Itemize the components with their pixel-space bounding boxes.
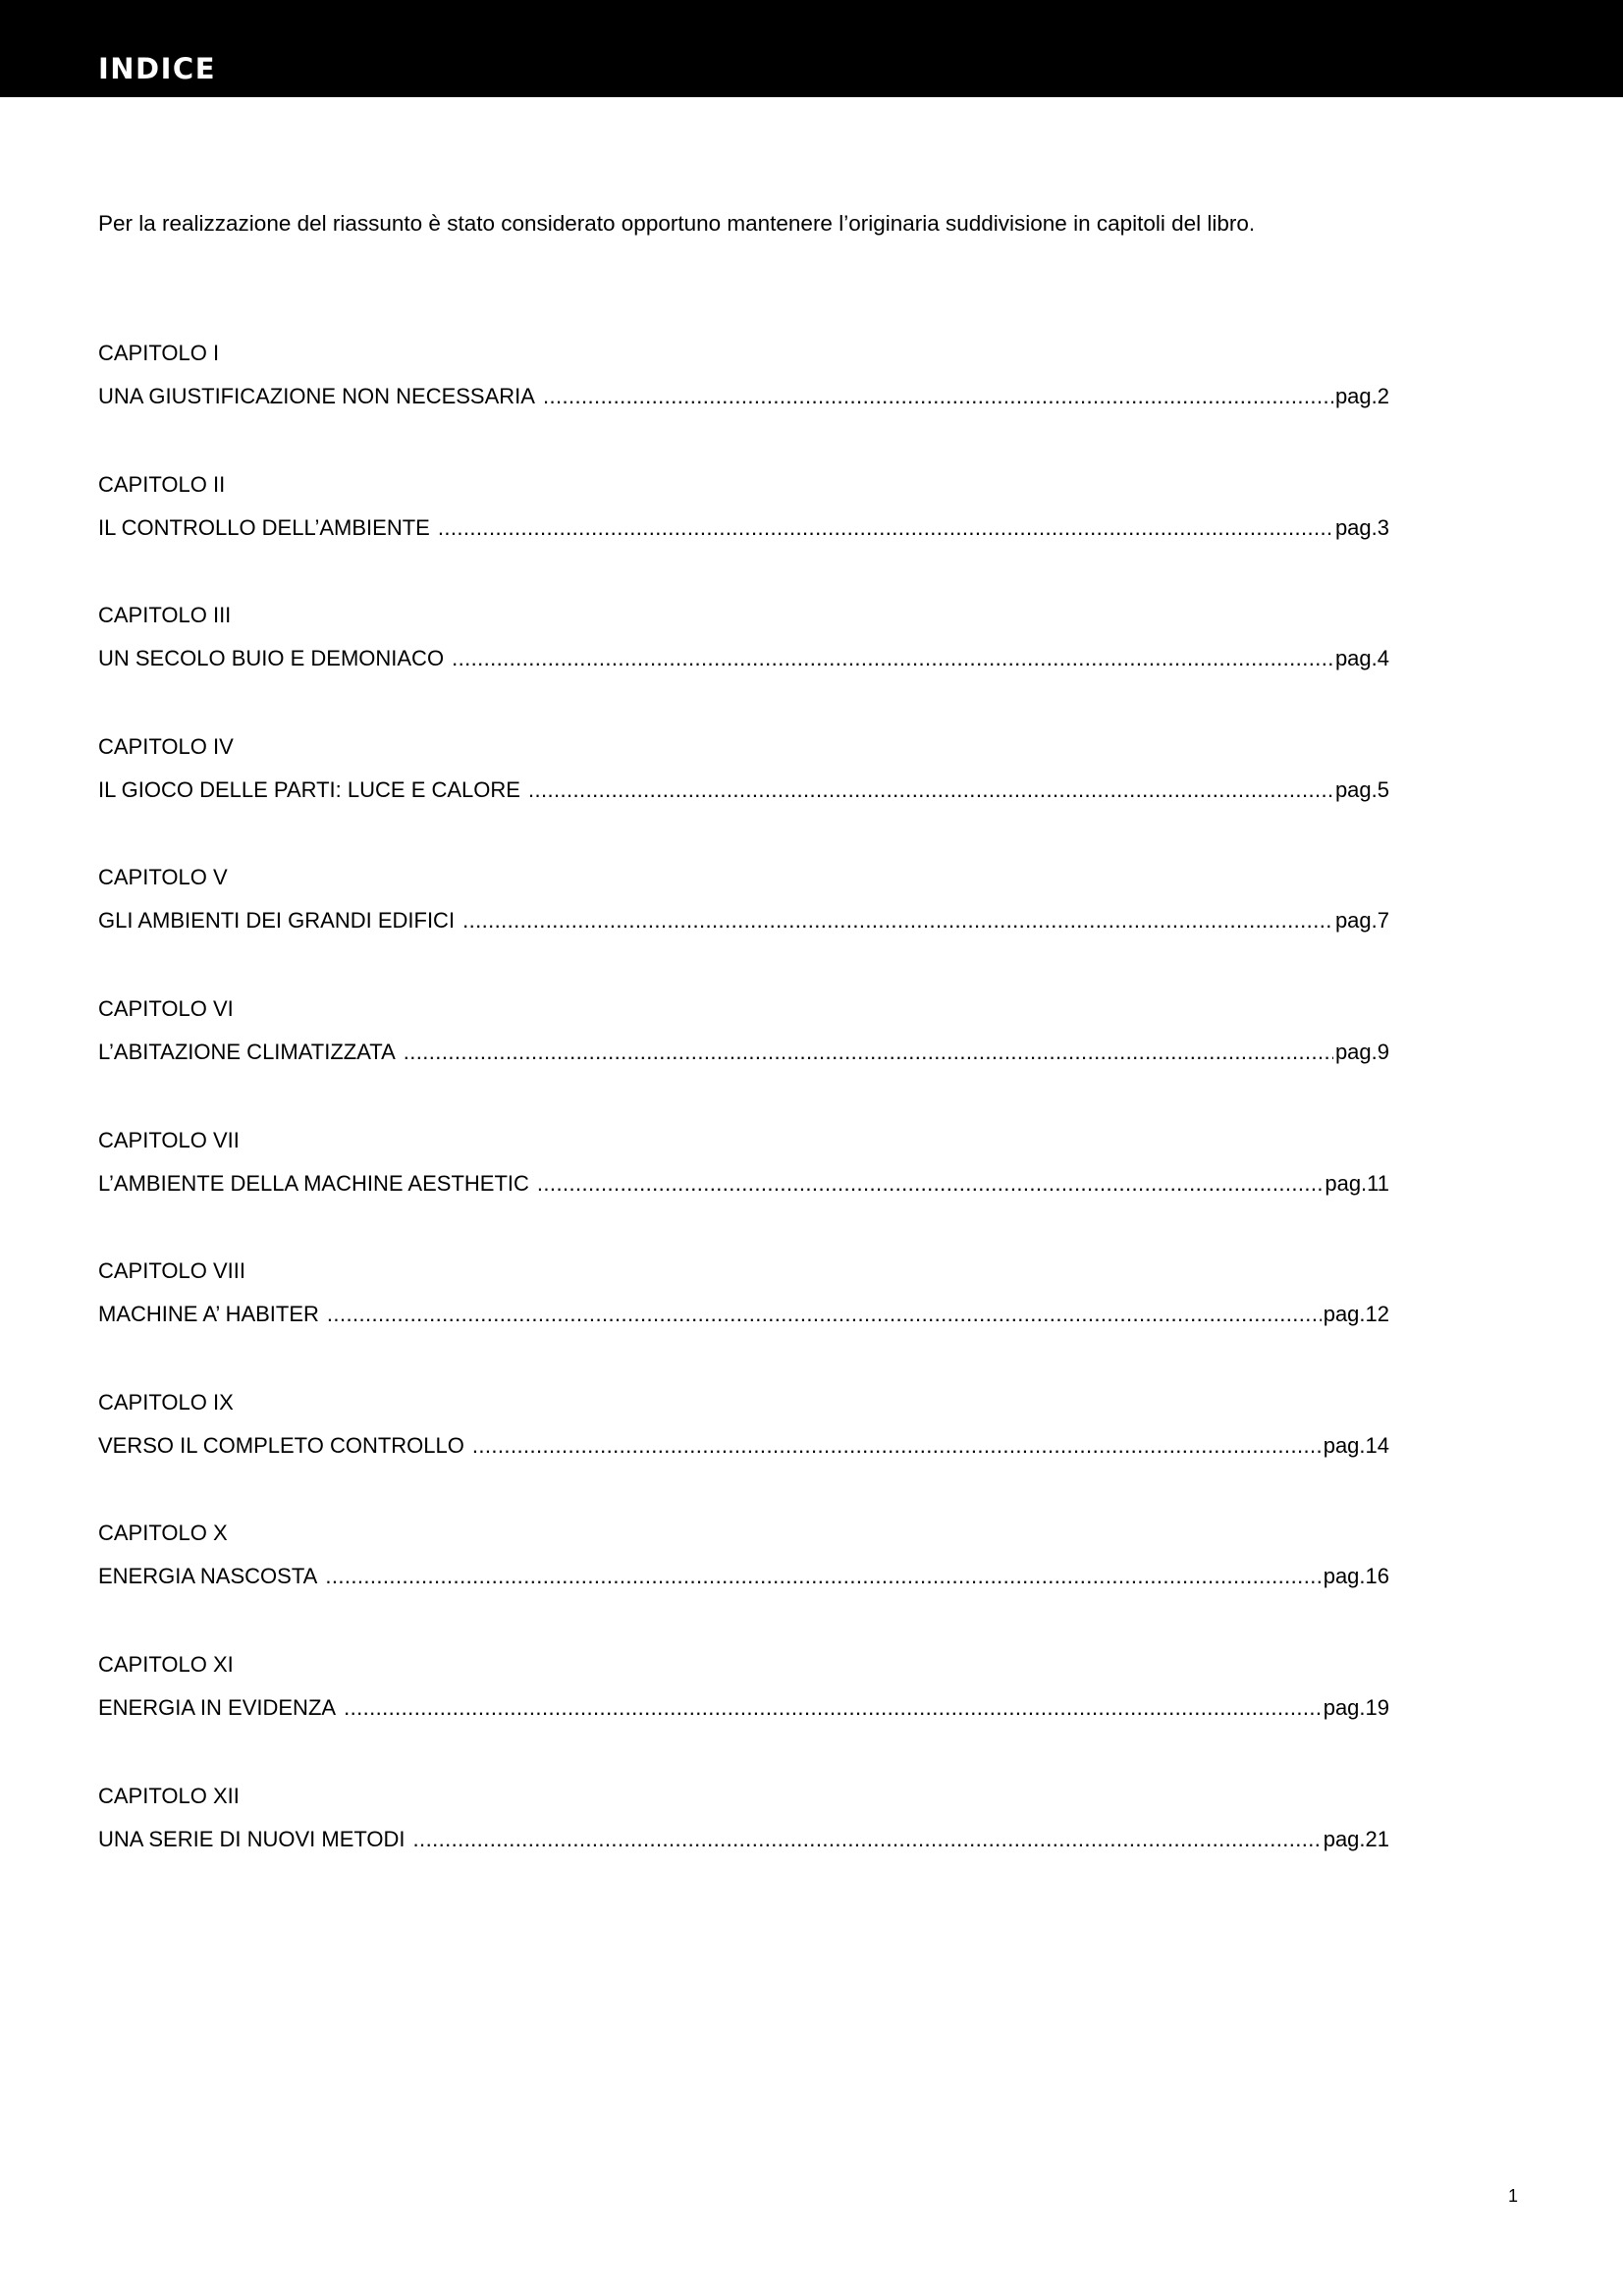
toc-entry[interactable]	[98, 601, 1394, 732]
page-reference: pag.9	[1334, 1039, 1389, 1064]
page-reference: pag.2	[1334, 384, 1389, 408]
toc-entry[interactable]	[98, 1519, 1394, 1650]
chapter-title: IL CONTROLLO DELL’AMBIENTE	[98, 514, 430, 540]
chapter-line	[98, 1562, 1389, 1591]
chapter-title: IL GIOCO DELLE PARTI: LUCE E CALORE	[98, 776, 520, 802]
chapter-line	[98, 644, 1389, 673]
page-reference: pag.11	[1325, 1170, 1389, 1196]
dot-leader	[413, 1825, 1322, 1854]
page-reference: pag.5	[1334, 776, 1389, 802]
page-reference: pag.7	[1334, 908, 1389, 934]
chapter-line	[98, 775, 1389, 805]
chapter-line	[98, 1038, 1389, 1067]
toc-entry[interactable]	[98, 1782, 1394, 1913]
chapter-label: CAPITOLO XII	[98, 1783, 240, 1808]
page-reference: pag.16	[1323, 1564, 1389, 1589]
page-reference: pag.19	[1323, 1694, 1389, 1720]
page-reference: pag.4	[1334, 646, 1389, 671]
page-reference: pag.21	[1323, 1826, 1389, 1851]
dot-leader	[325, 1562, 1321, 1591]
chapter-label: CAPITOLO VIII	[98, 1258, 245, 1284]
chapter-title: L’ABITAZIONE CLIMATIZZATA	[98, 1039, 396, 1064]
chapter-title: L’AMBIENTE DELLA MACHINE AESTHETIC	[98, 1170, 529, 1196]
page-reference: pag.3	[1334, 514, 1389, 540]
dot-leader	[528, 775, 1333, 805]
chapter-line	[98, 1825, 1389, 1854]
toc-entry[interactable]	[98, 1388, 1394, 1520]
chapter-label: CAPITOLO X	[98, 1521, 228, 1546]
chapter-title: UN SECOLO BUIO E DEMONIACO	[98, 646, 445, 671]
chapter-label: CAPITOLO VI	[98, 995, 234, 1021]
dot-leader	[404, 1038, 1333, 1067]
dot-leader	[472, 1431, 1322, 1461]
chapter-line	[98, 1300, 1389, 1329]
chapter-title: GLI AMBIENTI DEI GRANDI EDIFICI	[98, 908, 456, 934]
chapter-label: CAPITOLO VII	[98, 1127, 240, 1152]
chapter-label: CAPITOLO IX	[98, 1389, 234, 1415]
chapter-line	[98, 1431, 1389, 1461]
toc-entry[interactable]	[98, 470, 1394, 602]
dot-leader	[543, 382, 1333, 411]
chapter-title: UNA SERIE DI NUOVI METODI	[98, 1826, 406, 1851]
chapter-label: CAPITOLO I	[98, 341, 220, 365]
chapter-line	[98, 1693, 1389, 1723]
chapter-label: CAPITOLO IV	[98, 733, 234, 759]
chapter-label: CAPITOLO V	[98, 865, 228, 890]
chapter-title: ENERGIA IN EVIDENZA	[98, 1694, 337, 1720]
chapter-line	[98, 1169, 1389, 1199]
page-reference: pag.14	[1323, 1432, 1389, 1458]
chapter-title: UNA GIUSTIFICAZIONE NON NECESSARIA	[98, 384, 535, 408]
page-reference: pag.12	[1323, 1302, 1389, 1327]
chapter-label: CAPITOLO XI	[98, 1651, 234, 1677]
chapter-title: ENERGIA NASCOSTA	[98, 1564, 318, 1589]
table-of-contents	[98, 339, 1394, 1912]
toc-entry[interactable]	[98, 994, 1394, 1126]
dot-leader	[438, 513, 1333, 543]
chapter-label: CAPITOLO III	[98, 603, 232, 628]
chapter-line	[98, 513, 1389, 543]
dot-leader	[344, 1693, 1322, 1723]
page-number: 1	[1508, 2186, 1519, 2206]
toc-entry[interactable]	[98, 732, 1394, 864]
dot-leader	[452, 644, 1333, 673]
toc-entry[interactable]	[98, 1126, 1394, 1257]
chapter-line	[98, 382, 1389, 411]
intro-paragraph: Per la realizzazione del riassunto è stato considerato opportuno mantenere l’originaria suddivisione in capitoli del libro.	[98, 211, 1256, 236]
header-bar	[0, 0, 1623, 97]
toc-entry[interactable]	[98, 339, 1394, 470]
dot-leader	[327, 1300, 1322, 1329]
page-title: INDICE	[98, 52, 217, 85]
chapter-label: CAPITOLO II	[98, 471, 226, 497]
chapter-title: VERSO IL COMPLETO CONTROLLO	[98, 1432, 464, 1458]
toc-entry[interactable]	[98, 1650, 1394, 1782]
toc-entry[interactable]	[98, 863, 1394, 994]
dot-leader	[537, 1169, 1323, 1199]
toc-entry[interactable]	[98, 1256, 1394, 1388]
dot-leader	[462, 906, 1333, 935]
chapter-title: MACHINE A’ HABITER	[98, 1302, 319, 1327]
chapter-line	[98, 906, 1389, 935]
